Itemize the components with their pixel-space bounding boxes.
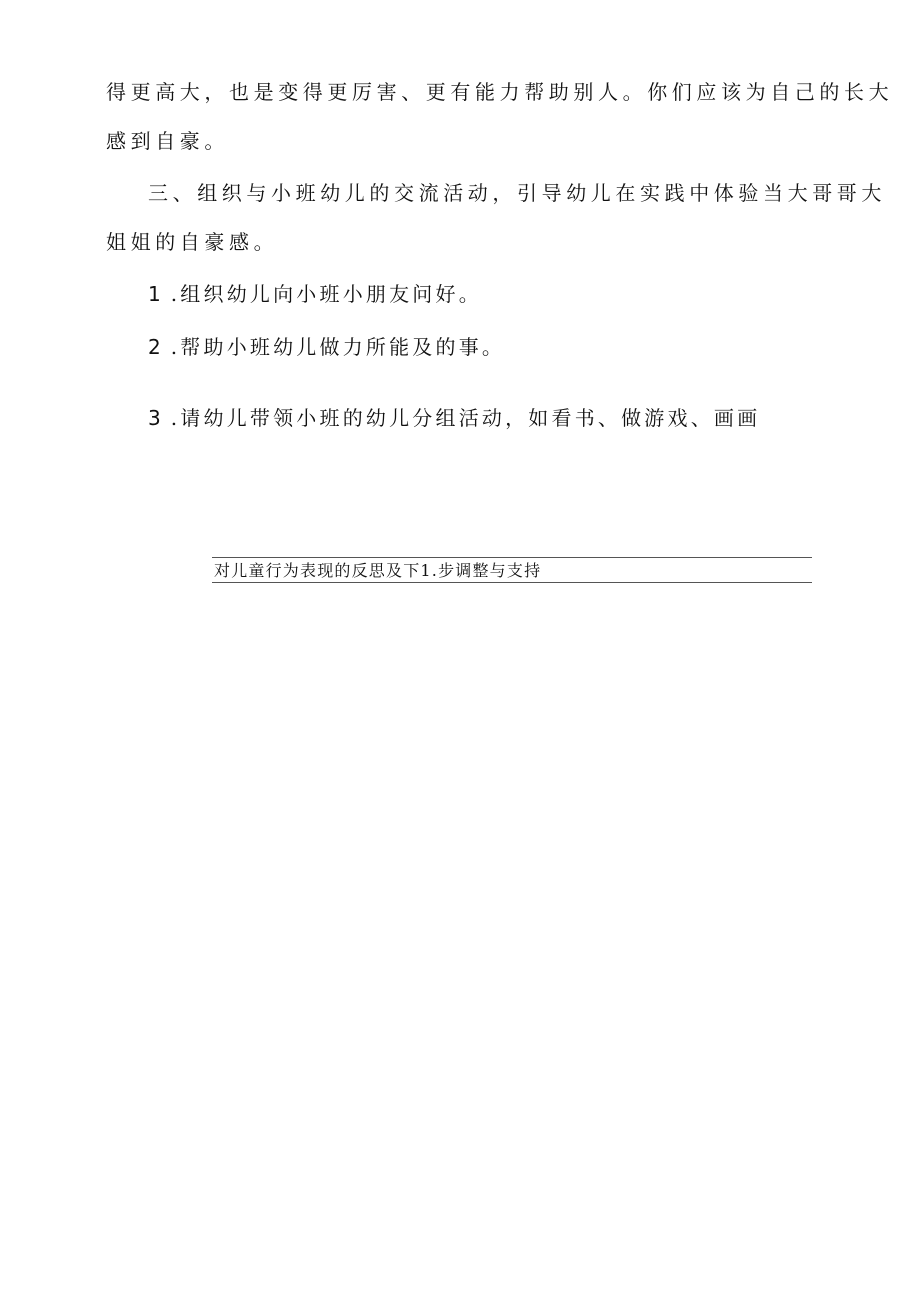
list-item-text: .组织幼儿向小班小朋友问好。 bbox=[170, 282, 482, 306]
table-row-label: 对儿童行为表现的反思及下1.步调整与支持 bbox=[214, 561, 542, 580]
table-rule-top bbox=[212, 557, 812, 558]
paragraph-line: 得更高大，也是变得更厉害、更有能力帮助别人。你们应该为自己的长大 bbox=[106, 80, 894, 104]
paragraph-line: 感到自豪。 bbox=[106, 129, 229, 153]
list-item bbox=[148, 282, 482, 306]
list-item-text: .请幼儿带领小班的幼儿分组活动，如看书、做游戏、画画 bbox=[170, 406, 761, 430]
list-item-number: 2 bbox=[148, 335, 161, 359]
list-item-text: .帮助小班幼儿做力所能及的事。 bbox=[170, 335, 506, 359]
section-heading-line: 姐姐的自豪感。 bbox=[106, 230, 279, 254]
list-item-number: 3 bbox=[148, 406, 161, 430]
table-rule-bottom bbox=[212, 582, 812, 583]
list-item bbox=[148, 335, 505, 359]
section-heading-line: 三、组织与小班幼儿的交流活动，引导幼儿在实践中体验当大哥哥大 bbox=[148, 181, 886, 205]
list-item-number: 1 bbox=[148, 282, 161, 306]
list-item bbox=[148, 406, 760, 430]
